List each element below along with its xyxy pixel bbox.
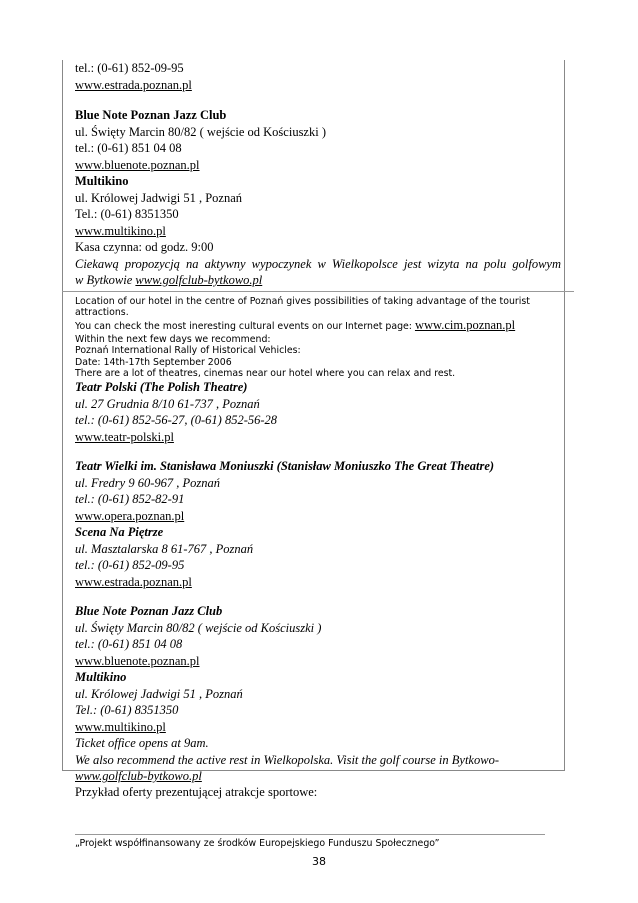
bluenote-link[interactable]: www.bluenote.poznan.pl bbox=[75, 157, 200, 172]
divider bbox=[62, 291, 574, 292]
english-rally: Poznań International Rally of Historical Vehicles: bbox=[75, 345, 301, 357]
teatr-polski-link[interactable]: www.teatr-polski.pl bbox=[75, 429, 174, 444]
english-events bbox=[75, 318, 561, 334]
teatr-wielki-link[interactable]: www.opera.poznan.pl bbox=[75, 508, 185, 523]
multikino-en-address: ul. Królowej Jadwigi 51 , Poznań bbox=[75, 686, 243, 701]
scena-name: Scena Na Piętrze bbox=[75, 525, 164, 540]
multikino-name: Multikino bbox=[75, 174, 129, 188]
teatr-wielki-name: Teatr Wielki im. Stanisława Moniuszki (Stanisław Moniuszko The Great Theatre) bbox=[75, 459, 495, 474]
golf-line-1: Ciekawą propozycją na aktywny wypoczynek w Wielkopolsce jest wizyta na polu golfowym bbox=[75, 256, 561, 271]
spacer bbox=[75, 93, 561, 107]
english-intro-1: Location of our hotel in the centre of Poznań gives possibilities of taking advantage of the tourist bbox=[75, 295, 530, 307]
english-intro-2: attractions. bbox=[75, 306, 129, 318]
golf-line-2 bbox=[75, 272, 561, 289]
english-theatres: There are a lot of theatres, cinemas near our hotel where you can relax and rest. bbox=[75, 367, 456, 379]
multikino-en-tel: Tel.: (0-61) 8351350 bbox=[75, 703, 179, 718]
teatr-polski-tel: tel.: (0-61) 852-56-27, (0-61) 852-56-28 bbox=[75, 413, 278, 428]
bluenote-en-address: ul. Święty Marcin 80/82 ( wejście od Kościuszki ) bbox=[75, 620, 322, 635]
sport-offer-caption: Przykład oferty prezentującej atrakcje sportowe: bbox=[75, 785, 318, 799]
multikino-hours: Kasa czynna: od godz. 9:00 bbox=[75, 240, 214, 254]
bluenote-en-tel: tel.: (0-61) 851 04 08 bbox=[75, 637, 183, 652]
bluenote-en-name: Blue Note Poznan Jazz Club bbox=[75, 604, 223, 619]
golf-en-link[interactable]: www.golfclub-bytkowo.pl bbox=[75, 769, 202, 784]
bluenote-en-link[interactable]: www.bluenote.poznan.pl bbox=[75, 653, 200, 668]
teatr-polski-address: ul. 27 Grudnia 8/10 61-737 , Poznań bbox=[75, 396, 260, 411]
bluenote-tel: tel.: (0-61) 851 04 08 bbox=[75, 141, 182, 155]
golf-text: w Bytkowie bbox=[75, 273, 136, 287]
scena-tel: tel.: (0-61) 852-09-95 bbox=[75, 558, 185, 573]
footer-text: „Projekt współfinansowany ze środków Europejskiego Funduszu Społecznego” bbox=[75, 838, 440, 849]
scena-address: ul. Masztalarska 8 61-767 , Poznań bbox=[75, 541, 254, 556]
bluenote-name: Blue Note Poznan Jazz Club bbox=[75, 108, 227, 122]
page-number: 38 bbox=[312, 855, 326, 868]
golf-link[interactable]: www.golfclub-bytkowo.pl bbox=[135, 273, 263, 287]
multikino-link[interactable]: www.multikino.pl bbox=[75, 223, 166, 238]
multikino-tel: Tel.: (0-61) 8351350 bbox=[75, 207, 179, 221]
teatr-wielki-tel: tel.: (0-61) 852-82-91 bbox=[75, 492, 185, 507]
table-cell-content bbox=[75, 60, 561, 785]
multikino-address: ul. Królowej Jadwigi 51 , Poznań bbox=[75, 190, 242, 205]
estrada-link[interactable]: www.estrada.poznan.pl bbox=[75, 77, 192, 92]
english-recommend: Within the next few days we recommend: bbox=[75, 334, 271, 346]
teatr-polski-name: Teatr Polski (The Polish Theatre) bbox=[75, 380, 248, 395]
scena-link[interactable]: www.estrada.poznan.pl bbox=[75, 574, 192, 589]
multikino-en-name: Multikino bbox=[75, 670, 127, 685]
english-events-text: You can check the most ineresting cultural events on our Internet page: bbox=[75, 321, 415, 333]
golf-en-text: We also recommend the active rest in Wielkopolska. Visit the golf course in Bytkowo- bbox=[75, 752, 499, 767]
english-date: Date: 14th-17th September 2006 bbox=[75, 356, 232, 368]
bluenote-address: ul. Święty Marcin 80/82 ( wejście od Kościuszki ) bbox=[75, 124, 326, 139]
teatr-wielki-address: ul. Fredry 9 60-967 , Poznań bbox=[75, 475, 221, 490]
multikino-en-ticket: Ticket office opens at 9am. bbox=[75, 736, 209, 751]
cim-link[interactable]: www.cim.poznan.pl bbox=[414, 318, 516, 333]
estrada-tel: tel.: (0-61) 852-09-95 bbox=[75, 61, 184, 75]
multikino-en-link[interactable]: www.multikino.pl bbox=[75, 719, 166, 734]
spacer bbox=[75, 590, 561, 603]
footer-rule bbox=[75, 834, 545, 835]
spacer bbox=[75, 445, 561, 458]
